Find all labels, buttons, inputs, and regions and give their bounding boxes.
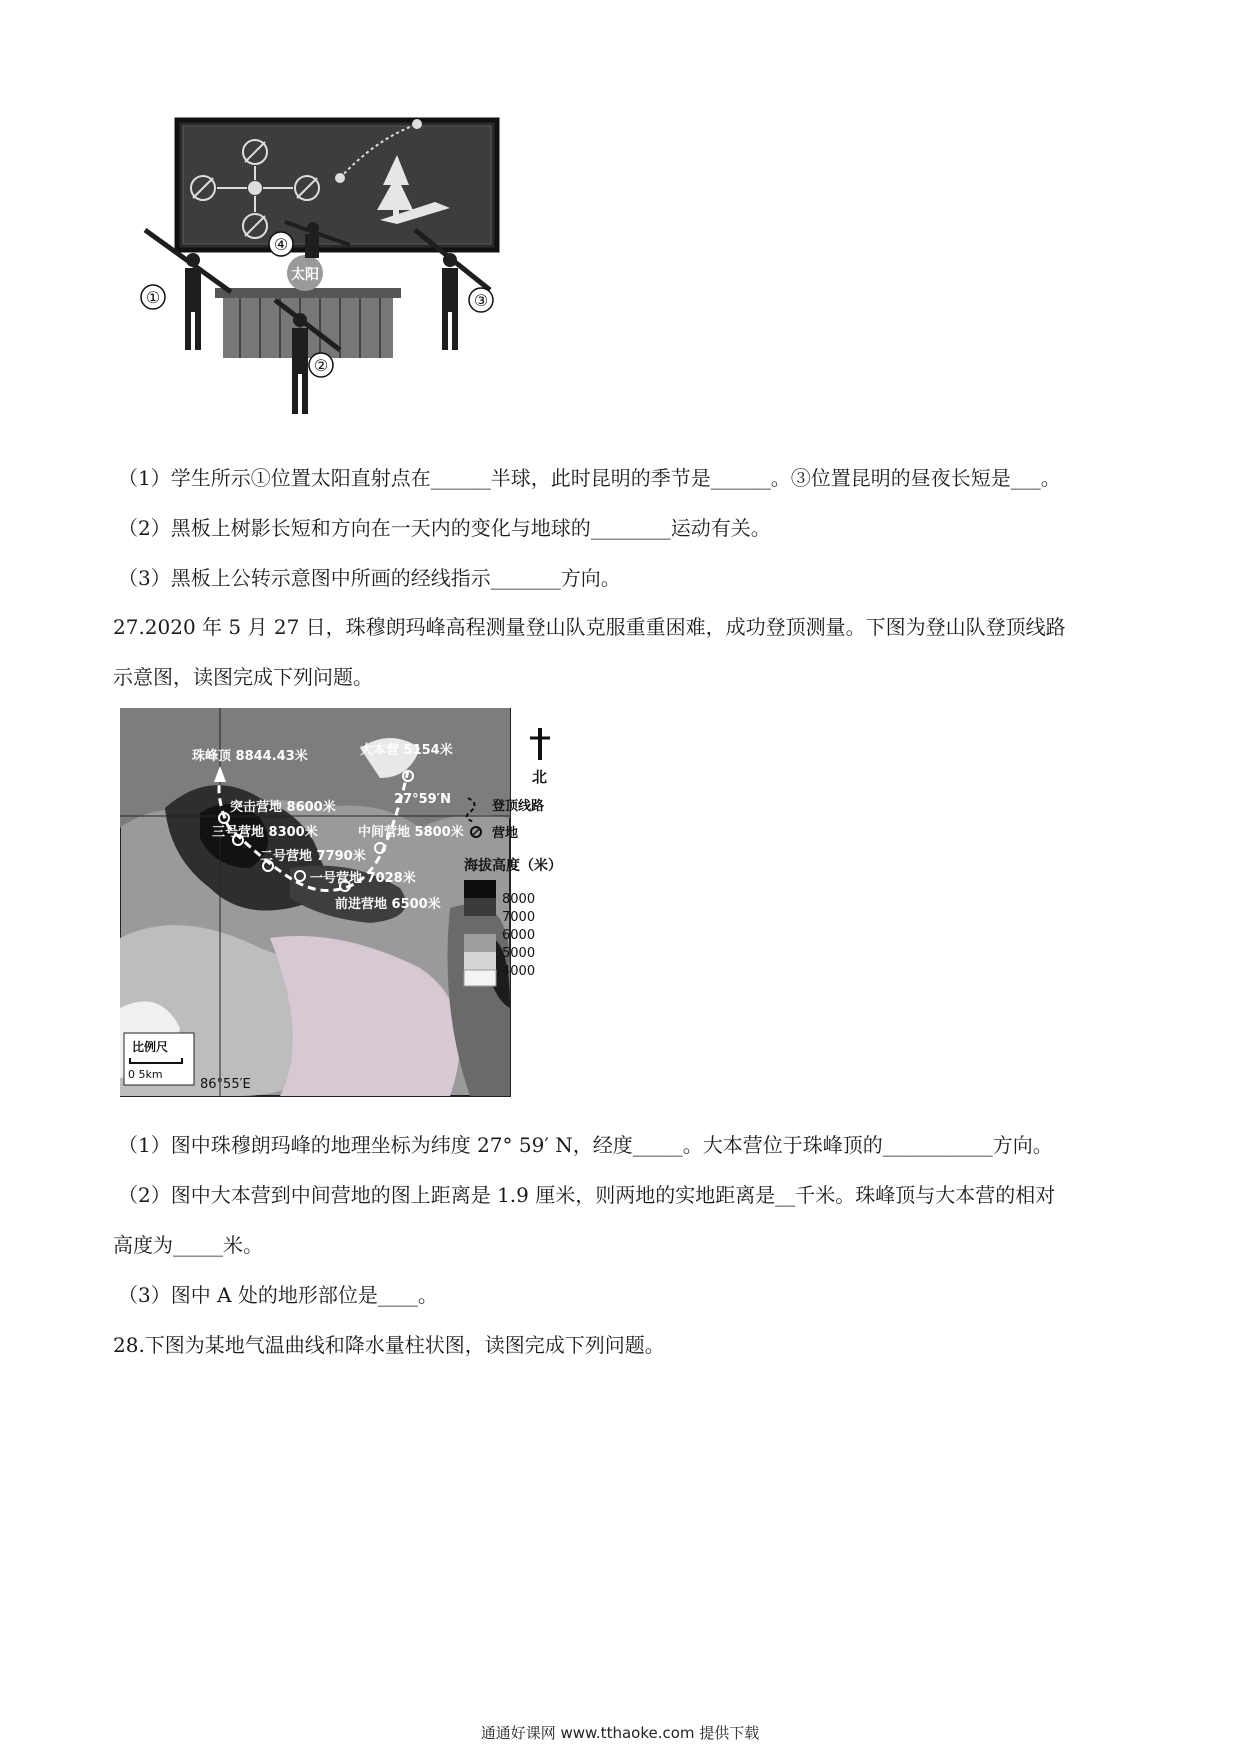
q26-sub2: （2）黑板上树影长短和方向在一天内的变化与地球的________运动有关。 <box>118 516 771 540</box>
page-footer: 通通好课网 www.tthaoke.com 提供下载 <box>480 1724 760 1742</box>
legend-level-4000: 4000 <box>502 964 536 979</box>
camp3-label: 三号营地 8300米 <box>212 825 318 840</box>
q27-sub2-line1: （2）图中大本营到中间营地的图上距离是 1.9 厘米，则两地的实地距离是__千米。珠峰顶与大本营的相对 <box>118 1183 1056 1207</box>
q27-sub3: （3）图中 A 处的地形部位是____。 <box>118 1283 438 1307</box>
legend-elevation-title: 海拔高度（米） <box>464 858 562 874</box>
position-2-label: ② <box>313 356 329 375</box>
classroom-figure <box>135 110 555 450</box>
north-label: 北 <box>532 768 548 786</box>
q27-sub1: （1）图中珠穆朗玛峰的地理坐标为纬度 27° 59′ N，经度_____。大本营位于珠峰顶的___________方向。 <box>118 1133 1053 1157</box>
assault-camp-label: 突击营地 8600米 <box>230 800 336 815</box>
legend-level-7000: 7000 <box>502 910 536 925</box>
q27-intro-line1: 27.2020 年 5 月 27 日，珠穆朗玛峰高程测量登山队克服重重困难，成功登顶测量。下图为登山队登顶线路 <box>113 615 1066 639</box>
q28-intro: 28.下图为某地气温曲线和降水量柱状图，读图完成下列问题。 <box>113 1333 665 1357</box>
base-camp-label: 大本营 5154米 <box>360 743 453 758</box>
camp1-label: 一号营地 7028米 <box>310 871 416 886</box>
scale-title: 比例尺 <box>132 1040 169 1054</box>
middle-camp-label: 中间营地 5800米 <box>358 825 464 840</box>
legend-route: 登顶线路 <box>492 799 545 814</box>
q27-sub2-line2: 高度为_____米。 <box>113 1233 263 1257</box>
q27-intro-line2: 示意图，读图完成下列问题。 <box>113 665 373 689</box>
summit-label: 珠峰顶 8844.43米 <box>192 749 308 764</box>
scale-ticks: 0 5km <box>128 1068 163 1081</box>
legend-level-5000: 5000 <box>502 946 536 961</box>
sun-label: 太阳 <box>291 267 319 283</box>
legend-camp: 营地 <box>492 826 519 841</box>
camp2-label: 二号营地 7790米 <box>260 849 366 864</box>
longitude-label: 86°55′E <box>200 1077 251 1092</box>
elevation-legend <box>464 880 496 986</box>
legend-level-6000: 6000 <box>502 928 536 943</box>
q26-sub3: （3）黑板上公转示意图中所画的经线指示_______方向。 <box>118 566 621 590</box>
position-1-label: ① <box>145 288 161 307</box>
advance-camp-label: 前进营地 6500米 <box>335 897 441 912</box>
everest-route-map <box>120 708 640 1098</box>
legend-level-8000: 8000 <box>502 892 536 907</box>
position-3-label: ③ <box>473 291 489 310</box>
q26-sub1: （1）学生所示①位置太阳直射点在______半球，此时昆明的季节是______。③位置昆明的昼夜长短是___。 <box>118 466 1061 490</box>
position-4-label: ④ <box>273 235 289 254</box>
latitude-label: 27°59′N <box>394 792 451 807</box>
